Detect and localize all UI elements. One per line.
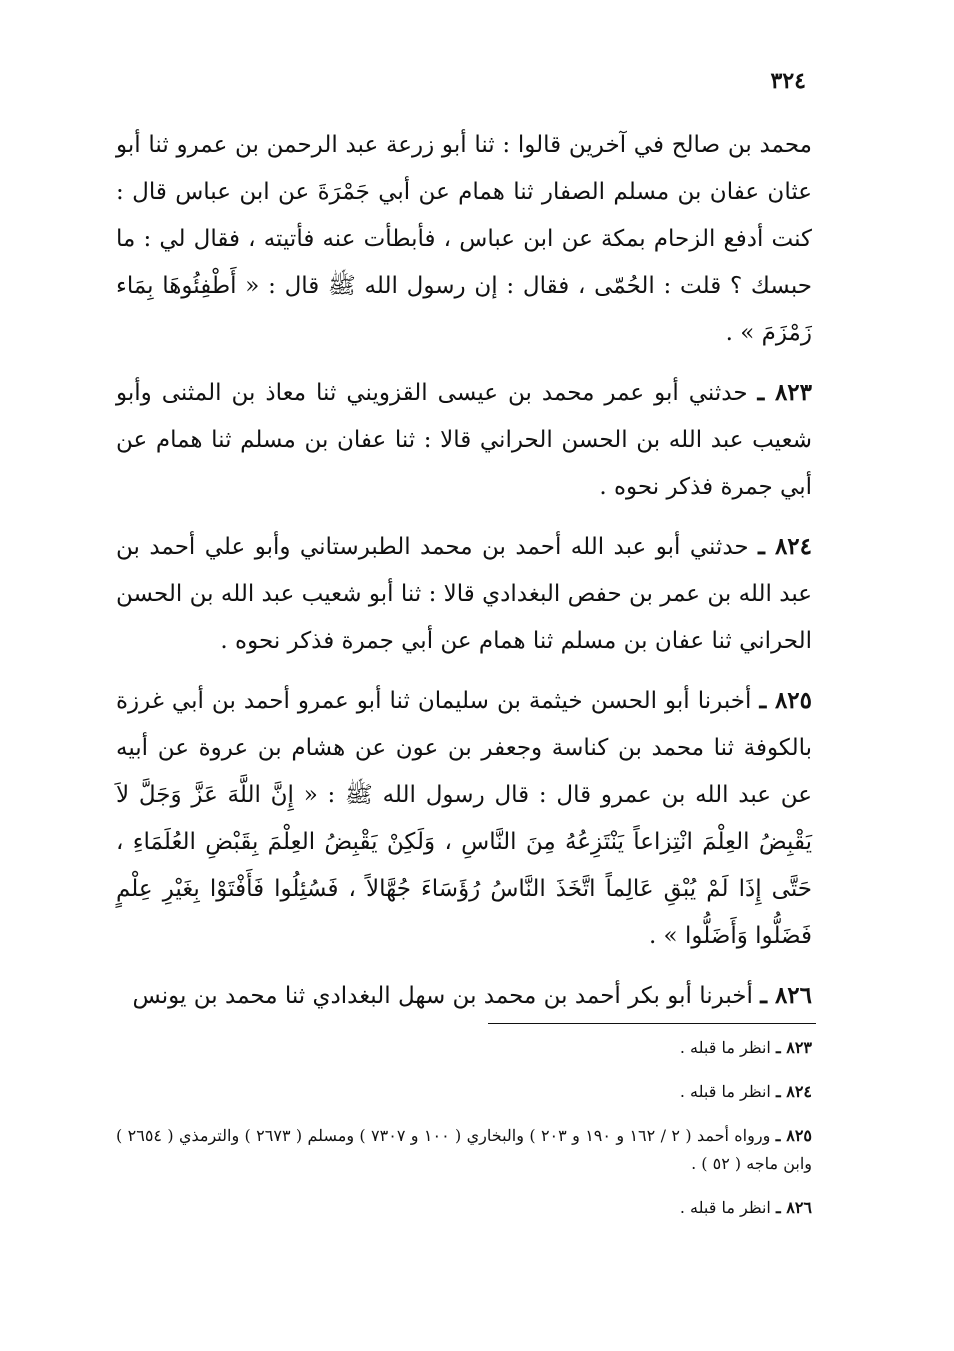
hadith-number: ٨٢٥ ـ	[759, 687, 812, 714]
paragraph-824	[116, 523, 812, 665]
footnote-number: ٨٢٦ ـ	[775, 1198, 812, 1217]
footnote-826	[116, 1194, 812, 1222]
page-number: ٣٢٤	[770, 68, 806, 94]
footnote-text: انظر ما قبله .	[679, 1082, 771, 1101]
hadith-number: ٨٢٣ ـ	[757, 379, 813, 406]
hadith-number: ٨٢٤ ـ	[758, 533, 813, 560]
hadith-number: ٨٢٦ ـ	[760, 982, 812, 1009]
footnote-number: ٨٢٥ ـ	[775, 1126, 813, 1145]
main-text	[116, 122, 812, 1032]
footnote-number: ٨٢٣ ـ	[775, 1038, 812, 1057]
footnote-text: انظر ما قبله .	[679, 1198, 771, 1217]
footnote-823	[116, 1034, 812, 1062]
footnote-divider	[488, 1023, 816, 1024]
paragraph-continuation	[116, 122, 812, 357]
paragraph-826	[116, 972, 812, 1020]
footnotes	[116, 1034, 812, 1238]
footnote-824	[116, 1078, 812, 1106]
paragraph-text: حدثني أبو عبد الله أحمد بن محمد الطبرستاني وأبو علي أحمد بن عبد الله بن عمر بن حفص البغدادي قالا : ثنا أبو شعيب عبد الله بن الحسن الحراني ثنا عفان بن مسلم ثنا همام عن أبي جمرة فذكر نحوه .	[116, 534, 812, 654]
footnote-number: ٨٢٤ ـ	[775, 1082, 812, 1101]
paragraph-825	[116, 677, 812, 960]
footnote-825	[116, 1122, 812, 1178]
paragraph-text: أخبرنا أبو الحسن خيثمة بن سليمان ثنا أبو عمرو أحمد بن أبي غرزة بالكوفة ثنا محمد بن كناسة وجعفر بن عون عن هشام بن عروة عن أبيه عن عبد الله بن عمرو قال : قال رسول الله ﷺ : « إِنَّ اللَّهَ عَزَّ وَجَلَّ لاَ يَقْبِضُ العِلْمَ انْتِزاعاً يَنْتَزِعُهُ مِنَ النَّاسِ ، وَلَكِنْ يَقْبِضُ العِلْمَ بِقَبْضِ العُلَمَاءِ ، حَتَّى إِذَا لَمْ يُبْقِ عَالِماً اتَّخَذَ النَّاسُ رُؤَسَاءَ جُهَّالاً ، فَسُئِلُوا فَأَفْتَوْا بِغَيْرِ عِلْمٍ فَضَلُّوا وَأَضَلُّوا » .	[116, 688, 812, 949]
paragraph-text: محمد بن صالح في آخرين قالوا : ثنا أبو زرعة عبد الرحمن بن عمرو ثنا أبو عثان عفان بن مسلم الصفار ثنا همام عن أبي جَمْرَةَ عن ابن عباس قال : كنت أدفع الزحام بمكة عن ابن عباس ، فأبطأت عنه فأتيته ، فقال لي : ما حبسك ؟ قلت : الحُمّى ، فقال : إن رسول الله ﷺ قال : « أَطْفِئُوهَا بِمَاء زَمْزَمَ » .	[116, 132, 812, 346]
paragraph-text: أخبرنا أبو بكر أحمد بن محمد بن سهل البغدادي ثنا محمد بن يونس	[132, 983, 753, 1009]
footnote-text: انظر ما قبله .	[679, 1038, 771, 1057]
footnote-text: ورواه أحمد ( ٢ / ١٦٢ و ١٩٠ و ٢٠٣ ) والبخاري ( ١٠٠ و ٧٣٠٧ ) ومسلم ( ٢٦٧٣ ) والترمذي ( ٢٦٥٤ ) وابن ماجه ( ٥٢ ) .	[116, 1126, 812, 1173]
paragraph-823	[116, 369, 812, 511]
paragraph-text: حدثني أبو عمر محمد بن عيسى القزويني ثنا معاذ بن المثنى وأبو شعيب عبد الله بن الحسن الحراني قالا : ثنا عفان بن مسلم ثنا همام عن أبي جمرة فذكر نحوه .	[116, 380, 812, 500]
